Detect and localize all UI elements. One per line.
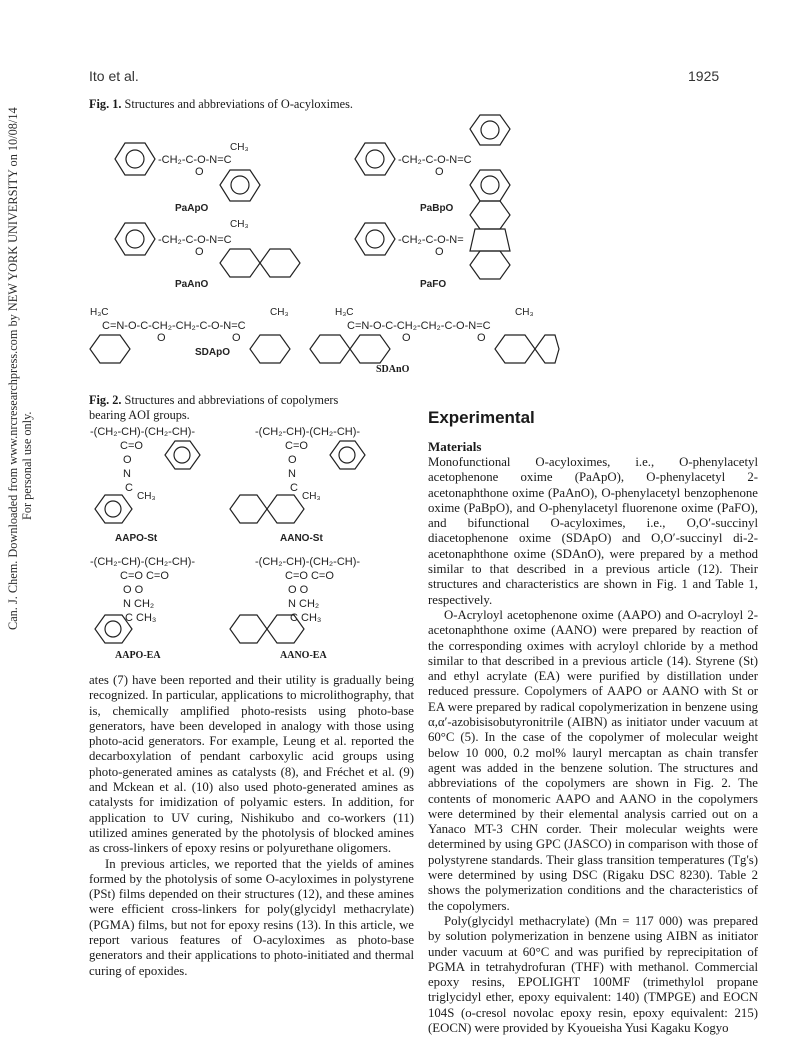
structure-aano-ea [230,556,360,643]
structure-pafo [355,201,510,290]
svg-text:-(CH₂-CH)-(CH₂-CH)-: -(CH₂-CH)-(CH₂-CH)- [255,556,361,568]
svg-text:O: O [402,332,411,344]
svg-text:-(CH₂-CH)-(CH₂-CH)-: -(CH₂-CH)-(CH₂-CH)- [90,556,196,568]
svg-text:O: O [288,454,297,466]
section-title: Experimental [428,408,535,427]
paragraph: In previous articles, we reported that the yields of amines formed by the photolysis of some O-acyloximes in polystyrene (PSt) films depended on their structures (12), and these amines were efficient cross-linkers for poly(glycidyl methacrylate) (PGMA) films, but not for epoxy resins (13). In this article, we report various features of O-acyloximes as photo-base generators and their applications to photo-initiated and thermal curing of epoxides. [89,856,414,978]
label-aano-st: AANO-St [280,533,323,544]
svg-text:C=O C=O: C=O C=O [285,570,334,582]
svg-text:O: O [157,332,166,344]
svg-text:CH₃: CH₃ [270,307,289,318]
svg-text:C CH₃: C CH₃ [290,612,322,624]
svg-text:C=O: C=O [120,440,143,452]
svg-text:C: C [290,482,298,494]
svg-text:C=N-O-C-CH₂-CH₂-C-O-N=C: C=N-O-C-CH₂-CH₂-C-O-N=C [102,320,246,332]
svg-text:CH₃: CH₃ [302,491,321,502]
svg-text:O: O [477,332,486,344]
right-column-text [428,455,758,1036]
fig1-caption-text: Structures and abbreviations of O-acyloximes. [124,97,353,111]
svg-text:C CH₃: C CH₃ [125,612,157,624]
structure-aapo-st [90,426,200,544]
label-pabpo: PaBpO [420,203,454,214]
svg-text:C: C [125,482,133,494]
svg-text:O O: O O [288,584,309,596]
structure-aano-st [230,426,365,544]
paragraph: Monofunctional O-acyloximes, i.e., O-phenylacetyl acetophenone oxime (PaApO), O-phenylacetyl 2-acetonaphthone oxime (PaAnO), O-phenylacetyl benzophenone oxime (PaBpO), and O-phenylacetyl fluorenone oxime (PaFO), and bifunctional O-acyloximes, i.e., O,O′-succinyl diacetophenone oxime (SDApO) and O,O′-succinyl di-2-acetonaphthone oxime (SDAnO), were prepared by a method similar to that described in a previous article (12). Their structures and characteristics are shown in Fig. 1 and Table 1, respectively. [428,455,758,607]
svg-text:O: O [435,166,444,178]
structure-sdapo [90,307,290,363]
svg-text:CH₃: CH₃ [230,142,249,153]
download-note: Can. J. Chem. Downloaded from www.nrcresearchpress.com by NEW YORK UNIVERSITY on 10/08/14 [6,107,20,630]
paragraph: ates (7) have been reported and their utility is gradually being recognized. In particular, applications to microlithography, that is, chemically amplified photo-resists using photo-base generators, have been developed in analogy with those using photo-acid generators. For example, Leung et al. reported the decarboxylation of pendant carboxylic acid groups using photo-generated amines as catalysts (8), and Fréchet et al. (9) and Mckean et al. (10) also used photo-generated amines as catalysts for imidization of polyamic esters. In addition, for application to UV curing, Nishikubo and co-workers (11) utilized amines generated by the photolysis of blocked amines as cross-linkers of epoxy resins or polyurethane oligomers. [89,673,414,856]
structure-sdano [310,307,559,363]
fig2-caption-text: Structures and abbreviations of copolymers bearing AOI groups. [89,393,339,422]
subsection-title: Materials [428,439,482,454]
fig1-label: Fig. 1. [89,97,122,111]
structure-paapo [115,142,260,214]
label-aano-ea: AANO-EA [280,650,327,661]
svg-text:CH₃: CH₃ [137,491,156,502]
svg-text:O: O [195,166,204,178]
svg-text:-CH₂-C-O-N=C: -CH₂-C-O-N=C [158,154,232,166]
structure-pabpo [355,115,510,214]
svg-text:N: N [288,468,296,480]
svg-text:O: O [435,246,444,258]
personal-use-note: For personal use only. [20,411,34,520]
svg-text:CH₃: CH₃ [230,219,249,230]
svg-text:-CH₂-C-O-N=C: -CH₂-C-O-N=C [398,154,472,166]
svg-text:C=N-O-C-CH₂-CH₂-C-O-N=C: C=N-O-C-CH₂-CH₂-C-O-N=C [347,320,491,332]
paragraph: O-Acryloyl acetophenone oxime (AAPO) and O-acryloyl 2-acetonaphthone oxime (AANO) were prepared by reaction of the corresponding oximes with acryloyl chloride by a method similar to that described in a previous article (14). Styrene (St) and ethyl acrylate (EA) were purified by distillation under reduced pressure. Copolymers of AAPO or AANO with St or EA were prepared by radical copolymerization in benzene using α,α′-azobisisobutyronitrile (AIBN) as initiator under vacuum at 60°C (5). In the case of the copolymer of molecular weight below 10 000, 0.2 mol% lauryl mercaptan as chain transfer agent was added in the benzene solution. The structures and abbreviations of the copolymers are shown in Fig. 2. The contents of monomeric AAPO and AANO in the copolymers were determined by their elemental analysis carried out on a Yanaco MT-3 CHN corder. Their molecular weights were determined by using GPC (JASCO) in comparison with those of polystyrene standards. Their glass transition temperatures (Tg's) were determined by using DSC (Rigaku DSC 8230). Table 2 shows the polymerization conditions and the characteristics of the copolymers. [428,607,758,913]
svg-text:C=O: C=O [285,440,308,452]
label-aapo-ea: AAPO-EA [115,650,161,661]
left-column-text [89,673,414,979]
fig2-label: Fig. 2. [89,393,122,407]
svg-text:N CH₂: N CH₂ [288,598,320,610]
structure-aapo-ea [90,556,195,643]
structure-paano [115,219,300,290]
label-sdapo: SDApO [195,347,230,358]
fig2-caption [89,393,374,423]
svg-text:C=O C=O: C=O C=O [120,570,169,582]
svg-text:O: O [195,246,204,258]
svg-text:-CH₂-C-O-N=C: -CH₂-C-O-N=C [158,234,232,246]
svg-text:H₃C: H₃C [90,307,109,318]
svg-text:H₃C: H₃C [335,307,354,318]
fig1-structures [90,115,560,365]
svg-text:N CH₂: N CH₂ [123,598,155,610]
label-pafo: PaFO [420,279,447,290]
label-paano: PaAnO [175,279,209,290]
svg-text:O O: O O [123,584,144,596]
running-head-author: Ito et al. [89,68,139,84]
label-paapo: PaApO [175,203,209,214]
svg-text:-CH₂-C-O-N=: -CH₂-C-O-N= [398,234,464,246]
svg-text:-(CH₂-CH)-(CH₂-CH)-: -(CH₂-CH)-(CH₂-CH)- [255,426,361,438]
paragraph: Poly(glycidyl methacrylate) (Mn = 117 000) was prepared by solution polymerization in benzene using AIBN as initiator under vacuum at 60°C and was purified by reprecipitation of PGMA in tetrahydrofuran (THF) with methanol. Commercial epoxy resins, EPOLIGHT 100MF (trimethylol propane triglycidyl ether, epoxy equivalent: 140) (TMPGE) and EOCN 104S (o-cresol novolac epoxy resin, epoxy equivalent: 215) (EOCN) were provided by Kyoueisha Yusi Kagaku Kogyo [428,913,758,1035]
svg-text:N: N [123,468,131,480]
label-aapo-st: AAPO-St [115,533,158,544]
svg-text:O: O [232,332,241,344]
fig1-caption [89,97,689,112]
fig2-structures [90,423,390,653]
label-sdano: SDAnO [376,364,410,375]
svg-text:-(CH₂-CH)-(CH₂-CH)-: -(CH₂-CH)-(CH₂-CH)- [90,426,196,438]
svg-text:O: O [123,454,132,466]
page-number: 1925 [688,68,720,84]
svg-text:CH₃: CH₃ [515,307,534,318]
